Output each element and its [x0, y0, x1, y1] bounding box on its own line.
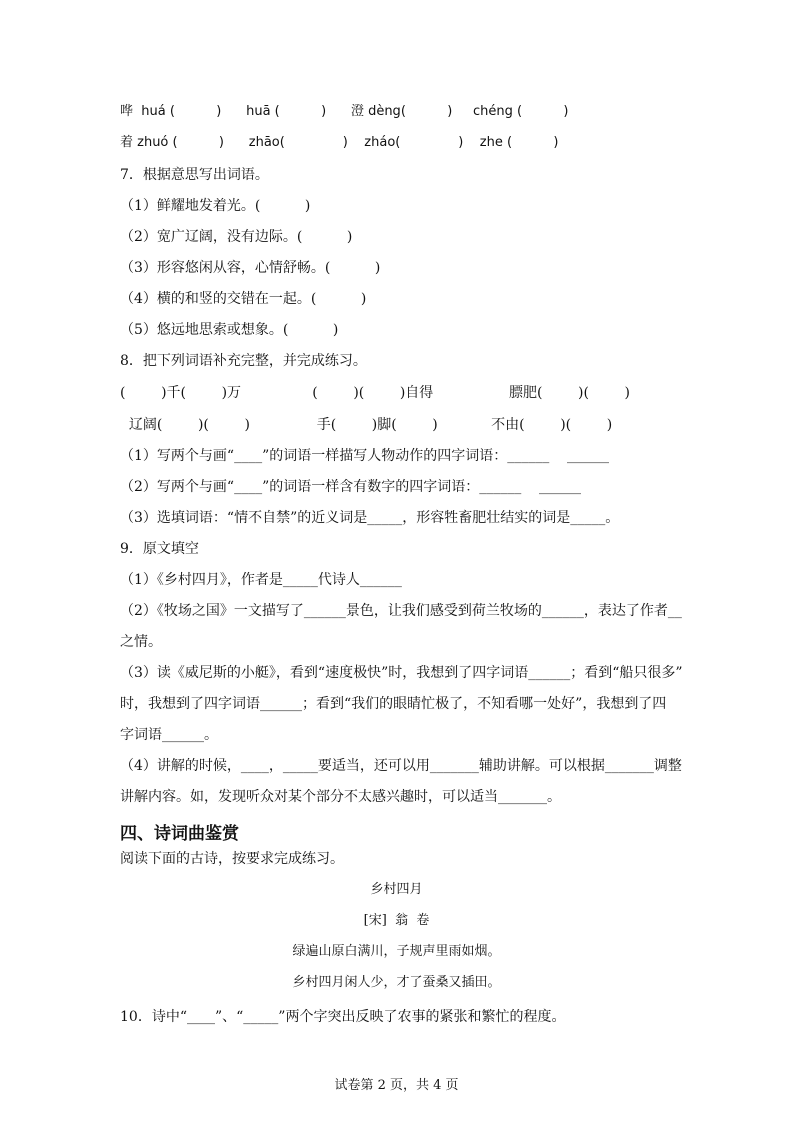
- question-7-item-1: （1）鲜耀地发着光。( ): [120, 198, 311, 214]
- idiom-row-1: ( )千( )万 ( )( )自得 膘肥( )( ): [120, 385, 631, 401]
- question-7-item-3: （3）形容悠闲从容，心情舒畅。( ): [120, 260, 381, 276]
- poem-title: 乡村四月: [370, 882, 423, 897]
- question-9-item-2: （2）《牧场之国》一文描写了______景色，让我们感受到荷兰牧场的______，表达了作者__: [120, 603, 682, 619]
- question-9-item-3-cont2: 字词语______。: [120, 727, 218, 743]
- question-8-item-3: （3）选填词语：“情不自禁”的近义词是_____，形容牲畜肥壮结实的词是_____。: [120, 510, 620, 526]
- question-8-item-1: （1）写两个与画“____”的词语一样描写人物动作的四字词语：______ ______: [120, 448, 610, 464]
- question-7-title: 7．根据意思写出词语。: [120, 167, 269, 183]
- question-9-item-2-cont: 之情。: [120, 634, 162, 650]
- idiom-row-2: 辽阔( )( ) 手( )脚( ) 不由( )( ): [120, 417, 613, 433]
- question-7-item-2: （2）宽广辽阔，没有边际。( ): [120, 229, 353, 245]
- question-7-item-5: （5）悠远地思索或想象。( ): [120, 322, 339, 338]
- question-9-item-1: （1）《乡村四月》，作者是_____代诗人______: [120, 572, 402, 588]
- pinyin-line-zhao: 着 zhuó ( ) zhāo( ) zháo( ) zhe ( ): [120, 135, 559, 150]
- question-9-item-4-cont: 讲解内容。如，发现听众对某个部分不太感兴趣时，可以适当_______。: [120, 789, 561, 805]
- question-9-item-3-cont: 时，我想到了四字词语______；看到“我们的眼睛忙极了，不知看哪一处好”，我想到了四: [120, 696, 667, 712]
- question-9-title: 9．原文填空: [120, 541, 199, 557]
- poem-line-2: 乡村四月闲人少，才了蚕桑又插田。: [292, 975, 501, 990]
- section-title: 四、诗词曲鉴赏: [120, 824, 239, 844]
- poem-author: [宋] 翁 卷: [363, 913, 430, 928]
- question-9-item-4: （4）讲解的时候，____，_____要适当，还可以用_______辅助讲解。可以根据_______调整: [120, 758, 682, 774]
- reading-instruction: 阅读下面的古诗，按要求完成练习。: [120, 851, 344, 867]
- question-8-item-2: （2）写两个与画“____”的词语一样含有数字的四字词语：______ ______: [120, 479, 582, 495]
- question-8-title: 8．把下列词语补充完整，并完成练习。: [120, 353, 367, 369]
- question-10: 10．诗中“____”、“_____”两个字突出反映了农事的紧张和繁忙的程度。: [120, 1009, 566, 1025]
- page-footer: 试卷第 2 页，共 4 页: [334, 1078, 459, 1093]
- pinyin-line-hua-cheng: 哗 huá ( ) huā ( ) 澄 dèng( ) chéng ( ): [120, 104, 569, 119]
- poem-line-1: 绿遍山原白满川，子规声里雨如烟。: [292, 944, 501, 959]
- question-9-item-3: （3）读《威尼斯的小艇》，看到“速度极快”时，我想到了四字词语______；看到“船只很多”: [120, 665, 683, 681]
- question-7-item-4: （4）横的和竖的交错在一起。( ): [120, 291, 367, 307]
